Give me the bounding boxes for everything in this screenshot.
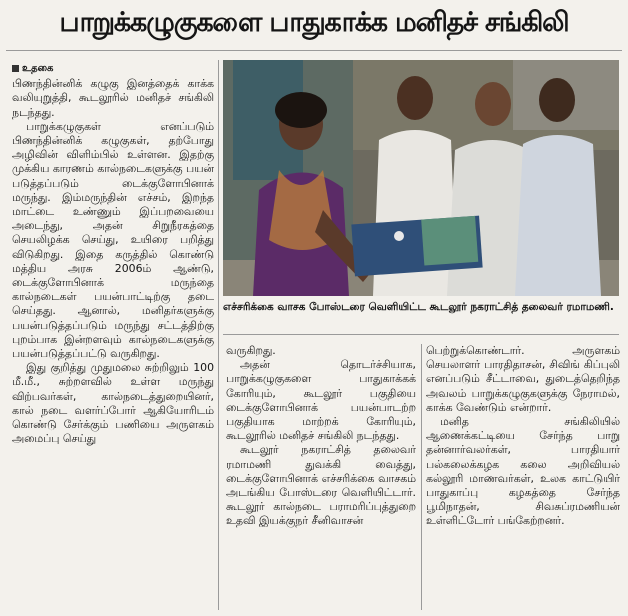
paragraph: பெற்றுக்கொண்டார். அருளகம் செயலாளர் பாரதிதாசன், சிவிங் கிப்புலி எனப்படும் சீட்டாவை, துடைத்தெறிந்த அவலம் பாறுக்கழுகுகளுக்கு நேராமல், காக்க வேண்டும் என்றார். [426, 344, 620, 414]
article-column-2 [226, 344, 416, 614]
paragraph: மனித சங்கிலியில் ஆணைக்கட்டியை சேர்ந்த பாறு தன்னார்வலர்கள், பாரதியார் பல்கலைக்கழக கலை அறிவியல் கல்லூரி மாணவர்கள், உலக காட்டுயிர் பாதுகாப்பு கழகத்தை சேர்ந்த பூமிநாதன், சிவசுப்ரமணியன் உள்ளிட்டோர் பங்கேற்றனர். [426, 415, 620, 528]
headline: பாறுக்கழுகுகளை பாதுகாக்க மனிதச் சங்கிலி [59, 6, 569, 38]
dateline [12, 62, 214, 76]
photo-illustration [223, 60, 619, 296]
paragraph: இது குறித்து முதுமலை சுற்றிலும் 100 மீ.மீ., சுற்றளவில் உள்ள மருந்து விற்பவர்கள், கால்நடைத்துறையினர், கால் நடை வளர்ப்போர் ஆகியோரிடம் கொண்டு சேர்க்கும் பணியை அருளகம் அமைப்பு செய்து [12, 361, 214, 446]
square-bullet-icon [12, 65, 19, 72]
photo-caption: எச்சரிக்கை வாசக போஸ்டரை வெளியிட்ட கூடலூர் நகராட்சித் தலைவர் ரமாமணி. [223, 301, 614, 313]
dateline-text: உதகை [22, 63, 54, 74]
paragraph: பிணந்தின்னிக் கழுகு இனத்தைக் காக்க வலியுறுத்தி, கூடலூரில் மனிதச் சங்கிலி நடந்தது. [12, 77, 214, 119]
paragraph: அதன் தொடர்ச்சியாக, பாறுக்கழுகுகளை பாதுகாக்கக் கோரியும், கூடலூர் பகுதியை டைக்குளோபினாக் பயன்பாடற்ற பகுதியாக மாற்றக் கோரியும், கூடலூரில் மனிதச் சங்கிலி நடந்தது. [226, 358, 416, 443]
news-photo [223, 60, 619, 296]
paragraph: வருகிறது. [226, 344, 276, 357]
article-column-1 [12, 62, 214, 614]
column-rule [218, 60, 219, 610]
caption-rule [223, 334, 619, 335]
paragraph: கூடலூர் நகராட்சித் தலைவர் ரமாமணி துவக்கி வைத்து, டைக்குளோபினாக் எச்சரிக்கை வாசகம் அடங்கிய போஸ்டரை வெளியிட்டார். கூடலூர் கால்நடை பராமரிப்புத்துறை உதவி இயக்குநர் சீனிவாசன் [226, 443, 416, 528]
paragraph: பாறுக்கழுகுகள் எனப்படும் பிணந்தின்னிக் கழுகுகள், தற்போது அழிவின் விளிம்பில் உள்ளன. இதற்கு முக்கிய காரணம் கால்நடைகளுக்கு பயன் படுத்தப்படும் டைக்குளோபினாக் மருந்து. இம்மருந்தின் எச்சம், இறந்த மாட்டை உண்ணும் இப்பறவையை அடைந்து, அதன் சிறுநீரகத்தை செயலிழக்க செய்து, உயிரை பறித்து விடுகிறது. இதை கருத்தில் கொண்டு மத்திய அரசு 2006ம் ஆண்டு, டைக்குளோபினாக் மருந்தை கால்நடைகள் பயன்பாட்டிற்கு தடை செய்தது. ஆனால், மனிதர்களுக்கு பயன்படுத்தப்படும் மருந்து சட்டத்திற்கு புறம்பாக இன்றளவும் கால்நடைகளுக்கு பயன்படுத்தப்பட்டு வருகிறது. [12, 119, 214, 361]
column-rule [421, 344, 422, 610]
article-column-3 [426, 344, 620, 614]
headline-rule [6, 50, 622, 51]
